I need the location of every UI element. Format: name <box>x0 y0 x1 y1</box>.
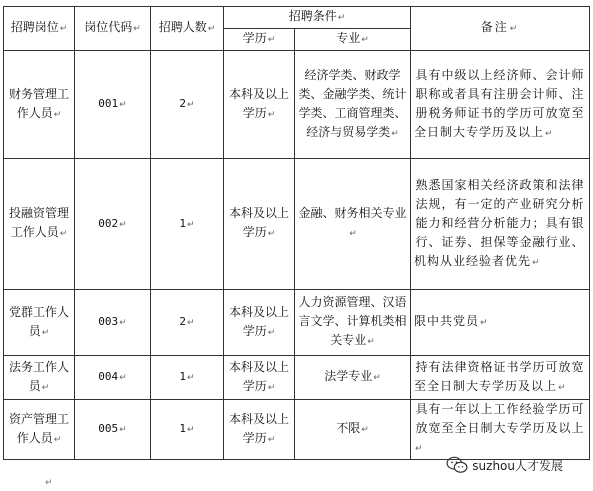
cell-position: 投融资管理工作人员↵ <box>4 159 75 290</box>
header-conditions: 招聘条件↵ <box>224 7 411 29</box>
cell-note: 限中共党员↵ <box>411 290 590 356</box>
table-row <box>4 51 590 159</box>
cell-count: 2↵ <box>151 290 224 356</box>
wechat-icon <box>446 456 468 474</box>
header-count: 招聘人数↵ <box>151 7 224 51</box>
header-major: 专业↵ <box>295 29 411 51</box>
cell-education: 本科及以上学历↵ <box>224 159 295 290</box>
cell-major: 人力资源管理、汉语言文学、计算机类相关专业↵ <box>295 290 411 356</box>
cell-count: 2↵ <box>151 51 224 159</box>
cell-major: 经济学类、财政学类、金融学类、统计学类、工商管理类、经济与贸易学类↵ <box>295 51 411 159</box>
watermark-text: suzhou人才发展 <box>472 458 563 473</box>
header-code: 岗位代码↵ <box>75 7 151 51</box>
header-education: 学历↵ <box>224 29 295 51</box>
cell-note: 具有一年以上工作经验学历可放宽至全日制大专学历及以上↵ <box>411 400 590 460</box>
cell-education: 本科及以上学历↵ <box>224 400 295 460</box>
cell-code: 005↵ <box>75 400 151 460</box>
cell-position: 党群工作人员↵ <box>4 290 75 356</box>
cell-major: 不限↵ <box>295 400 411 460</box>
cell-major: 金融、财务相关专业↵ <box>295 159 411 290</box>
table-row <box>4 290 590 356</box>
cell-note: 熟悉国家相关经济政策和法律法规，有一定的产业研究分析能力和经营分析能力；具有银行、证券、担保等金融行业、机构从业经验者优先↵ <box>411 159 590 290</box>
header-note: 备注↵ <box>411 7 590 51</box>
paragraph-mark: ↵ <box>45 478 53 488</box>
recruitment-table <box>3 6 590 460</box>
cell-education: 本科及以上学历↵ <box>224 356 295 400</box>
cell-position: 资产管理工作人员↵ <box>4 400 75 460</box>
cell-code: 004↵ <box>75 356 151 400</box>
cell-count: 1↵ <box>151 356 224 400</box>
cell-note: 具有中级以上经济师、会计师职称或者具有注册会计师、注册税务师证书的学历可放宽至全日制大专学历及以上↵ <box>411 51 590 159</box>
cell-code: 002↵ <box>75 159 151 290</box>
table-row <box>4 356 590 400</box>
cell-position: 法务工作人员↵ <box>4 356 75 400</box>
cell-education: 本科及以上学历↵ <box>224 290 295 356</box>
table-row <box>4 159 590 290</box>
cell-count: 1↵ <box>151 159 224 290</box>
header-position: 招聘岗位↵ <box>4 7 75 51</box>
cell-code: 003↵ <box>75 290 151 356</box>
cell-major: 法学专业↵ <box>295 356 411 400</box>
cell-note: 持有法律资格证书学历可放宽至全日制大专学历及以上↵ <box>411 356 590 400</box>
table-row <box>4 400 590 460</box>
cell-education: 本科及以上学历↵ <box>224 51 295 159</box>
cell-code: 001↵ <box>75 51 151 159</box>
cell-count: 1↵ <box>151 400 224 460</box>
watermark <box>446 456 563 474</box>
cell-position: 财务管理工作人员↵ <box>4 51 75 159</box>
